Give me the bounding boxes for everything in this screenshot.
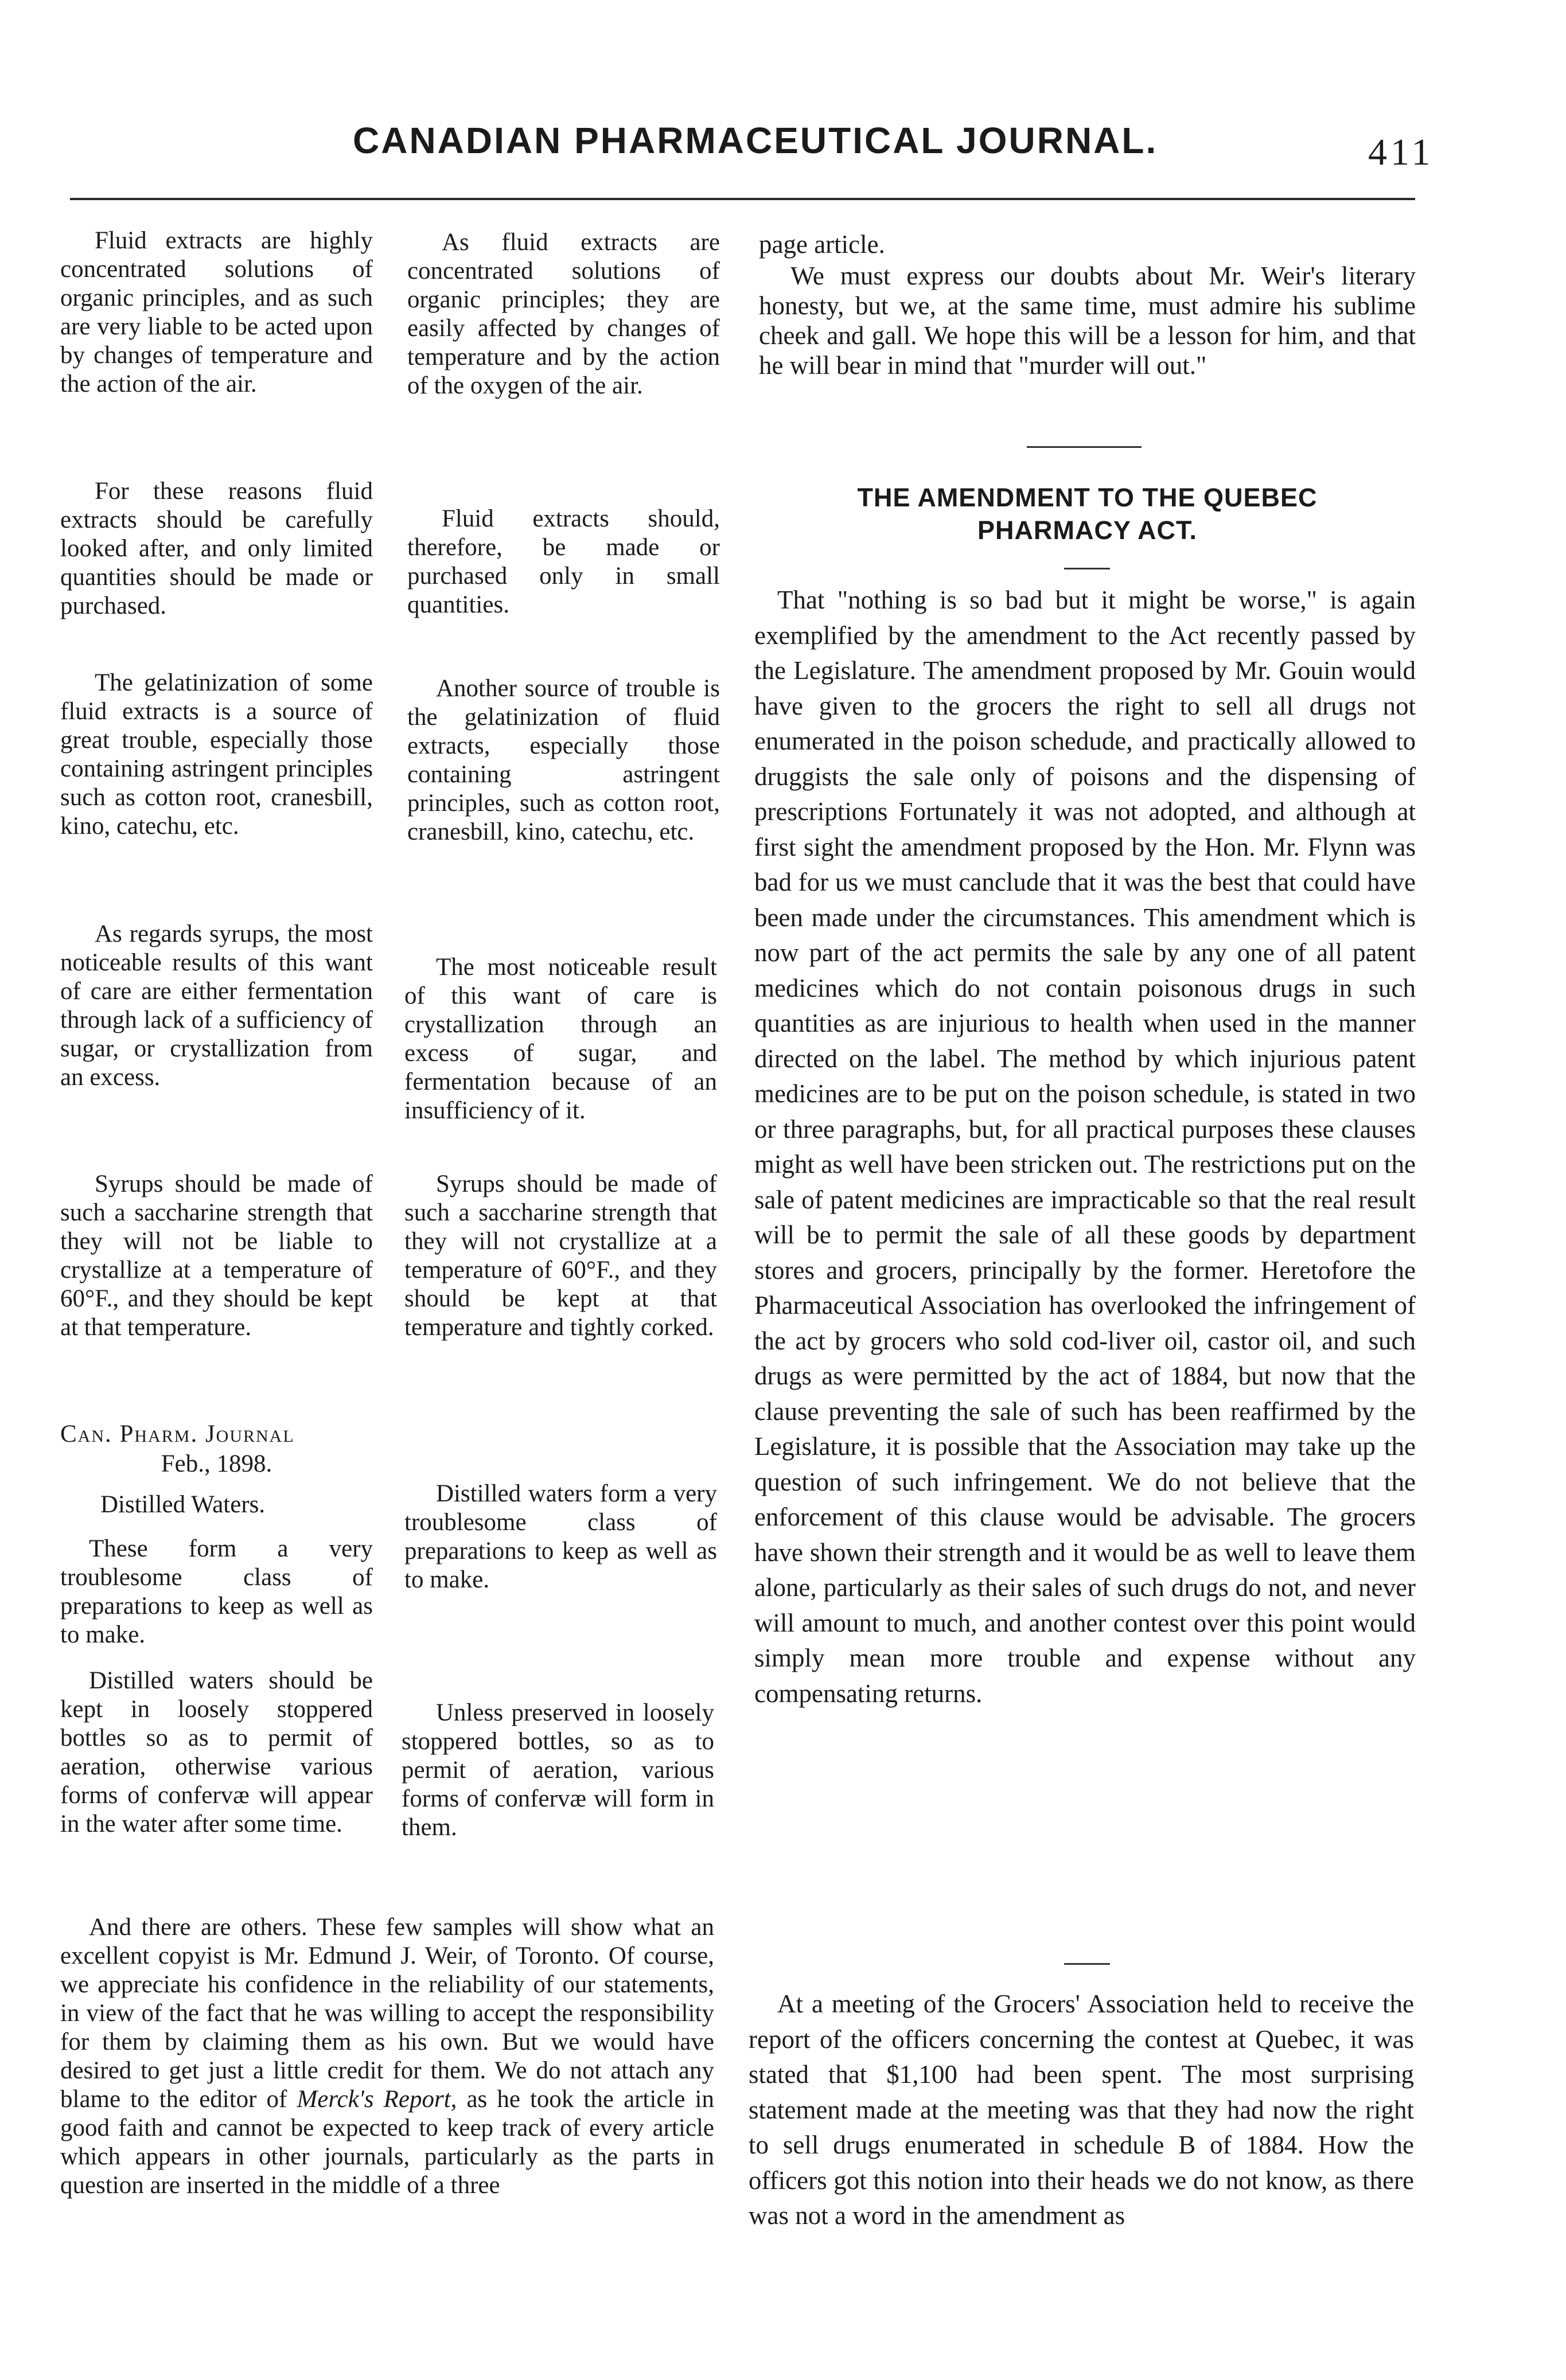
- editorial-text-a: And there are others. These few samples will show what an excellent copyist is Mr. Edmund J. Weir, of Toronto. Of course, we appreciate his confidence in the reliability of our statements, in view of the fact that he was willing to accept the responsibility for them by claiming them as his own. But we would have desired to get just a little credit for them. We do not attach any blame to the editor of: [60, 1914, 714, 2113]
- source-date: Feb., 1898.: [161, 1450, 272, 1477]
- col3-paragraph-grocers: At a meeting of the Grocers' Association held to receive the report of the officers concerning the contest at Quebec, it was stated that $1,100 had been spent. The most surprising statement made at the meeting was that they had now the right to sell drugs enumerated in schedule B of 1884. How the officers got this notion into their heads we do not know, as there was not a word in the amendment as: [749, 1989, 1414, 2230]
- journal-title: CANADIAN PHARMACEUTICAL JOURNAL.: [353, 120, 1158, 161]
- col1-paragraph-5: Syrups should be made of such a saccharine strength that they will not be liable to crystallize at a temperature of 60°F., and they should be kept at that temperature.: [60, 1171, 373, 1341]
- col1-paragraph-6: These form a very troublesome class of preparations to keep as well as to make.: [60, 1535, 373, 1648]
- col1-paragraph-7: Distilled waters should be kept in loosely stoppered bottles so as to permit of aeration, otherwise various forms of confervæ will appear in the water after some time.: [60, 1667, 373, 1837]
- col3-paragraph-weir: We must express our doubts about Mr. Weir's literary honesty, but we, at the same time, must admire his sublime cheek and gall. We hope this will be a lesson for him, and that he will bear in mind that "murder will out.": [759, 262, 1416, 380]
- col2-paragraph-1: As fluid extracts are concentrated solutions of organic principles; they are easily affected by changes of temperature and by the action of the oxygen of the air.: [407, 229, 720, 399]
- heading-underline: [1064, 568, 1110, 569]
- page-number: 411: [1368, 131, 1434, 173]
- distilled-waters-subheading: Distilled Waters.: [100, 1491, 266, 1518]
- paragraph-separator: [1064, 1963, 1110, 1965]
- col2-paragraph-7: Unless preserved in loosely stoppered bottles, so as to permit of aeration, various forms of confervæ will form in them.: [402, 1699, 714, 1841]
- col1-paragraph-3: The gelatinization of some fluid extracts is a source of great trouble, especially those containing astringent principles such as cotton root, cranesbill, kino, catechu, etc.: [60, 669, 373, 840]
- source-journal: Can. Pharm. Journal: [60, 1421, 295, 1447]
- editorial-text-b: as he took the article in good faith and cannot be expected to keep track of every article which appears in other journals, particularly as the parts in question are inserted in the middle of a three: [60, 2086, 714, 2199]
- editorial-paragraph: [60, 1913, 714, 2200]
- col2-paragraph-2: Fluid extracts should, therefore, be made or purchased only in small quantities.: [407, 505, 720, 618]
- col1-paragraph-1: Fluid extracts are highly concentrated solutions of organic principles, and as such are very liable to be acted upon by changes of temperature and the action of the air.: [60, 227, 373, 397]
- col2-paragraph-5: Syrups should be made of such a saccharine strength that they will not crystallize at a temperature of 60°F., and they should be kept at that temperature and tightly corked.: [404, 1171, 717, 1341]
- col2-paragraph-6: Distilled waters form a very troublesome class of preparations to keep as well as to make.: [404, 1480, 717, 1593]
- col2-paragraph-3: Another source of trouble is the gelatinization of fluid extracts, especially those containing astringent principles, such as cotton root, cranesbill, kino, catechu, etc.: [407, 675, 720, 845]
- col3-paragraph-amendment: That "nothing is so bad but it might be worse," is again exemplified by the amendment to the Act recently passed by the Legislature. The amendment proposed by Mr. Gouin would have given to the grocers the right to sell all drugs not enumerated in the poison schedude, and practically allowed to druggists the sale only of poisons and the dispensing of prescriptions Fortunately it was not adopted, and although at first sight the amendment proposed by the Hon. Mr. Flynn was bad for us we must canclude that it was the best that could have been made under the circumstances. This amendment which is now part of the act permits the sale by any one of all patent medicines which do not contain poisonous drugs in such quantities as are injurious to health when used in the manner directed on the label. The method by which injurious patent medicines are to be put on the poison schedule, is stated in two or three paragraphs, but, for all practical purposes these clauses might as well have been stricken out. The restrictions put on the sale of patent medicines are impracticable so that the real result will be to permit the sale of all these goods by department stores and grocers, principally by the former. Heretofore the Pharmaceutical Association has overlooked the infringement of the act by grocers who sold cod-liver oil, castor oil, and such drugs as were permitted by the act of 1884, but now that the clause preventing the sale of such has been reaffirmed by the Legislature, it is possible that the Association may take up the question of such infringement. We do not believe that the enforcement of this clause would be advisable. The grocers have shown their strength and it would be as well to leave them alone, particularly as their sales of such drugs do not, and never will amount to much, and another contest over this point would simply mean more trouble and expense without any compensating returns.: [754, 586, 1416, 1708]
- header-rule: [70, 198, 1415, 200]
- col1-paragraph-2: For these reasons fluid extracts should be carefully looked after, and only limited quantities should be made or purchased.: [60, 478, 373, 619]
- col1-paragraph-4: As regards syrups, the most noticeable results of this want of care are either fermentation through lack of a sufficiency of sugar, or crystallization from an excess.: [60, 920, 373, 1091]
- mercks-report-title: Merck's Report,: [297, 2086, 457, 2113]
- section-separator: [1027, 446, 1142, 448]
- section-heading-line2: PHARMACY ACT.: [977, 516, 1198, 545]
- section-heading-line1: THE AMENDMENT TO THE QUEBEC: [857, 483, 1318, 512]
- col3-continuation: page article.: [759, 230, 885, 259]
- col2-paragraph-4: The most noticeable result of this want of care is crystallization through an excess of sugar, and fermentation because of an insufficiency of it.: [404, 954, 717, 1124]
